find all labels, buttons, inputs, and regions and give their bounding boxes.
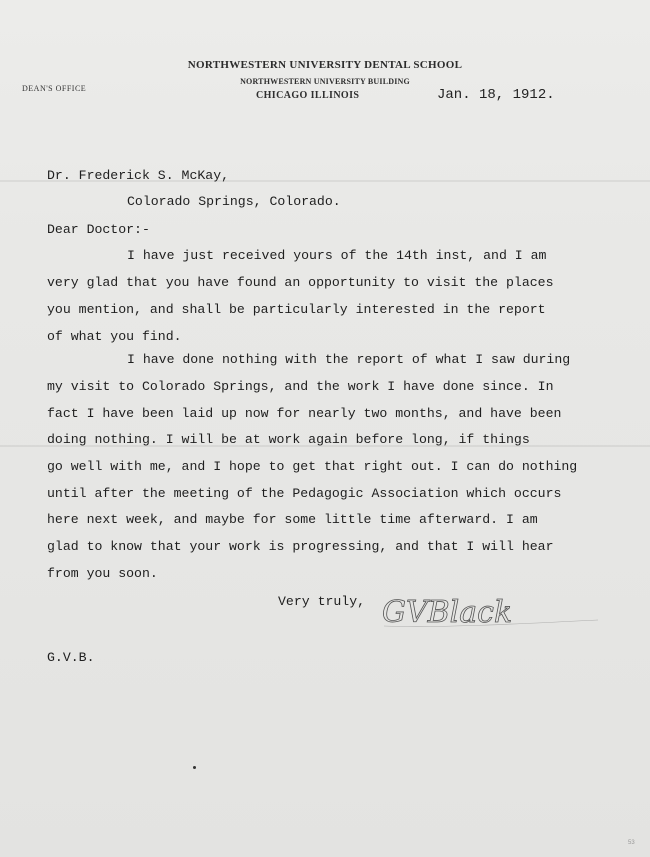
body-line: go well with me, and I hope to get that right out. I can do nothing [47, 459, 578, 474]
body-line: my visit to Colorado Springs, and the work I have done since. In [47, 379, 554, 394]
body-line: from you soon. [47, 566, 158, 581]
body-line: until after the meeting of the Pedagogic Association which occurs [47, 486, 562, 501]
deans-office-label: DEAN'S OFFICE [22, 84, 87, 93]
body-line: I have done nothing with the report of what I saw during [127, 352, 571, 367]
letterhead-school: NORTHWESTERN UNIVERSITY DENTAL SCHOOL [187, 59, 463, 71]
paper-speck [193, 766, 196, 769]
letterhead-city: CHICAGO ILLINOIS [256, 90, 360, 101]
body-line: fact I have been laid up now for nearly two months, and have been [47, 406, 562, 421]
signature-text: GVBlack [382, 595, 513, 630]
letter-date: Jan. 18, 1912. [437, 87, 555, 103]
page-corner-mark: 53 [628, 840, 635, 846]
body-line: doing nothing. I will be at work again before long, if things [47, 432, 530, 447]
closing: Very truly, [278, 594, 366, 609]
handwritten-signature [378, 588, 608, 643]
salutation: Dear Doctor:- [47, 222, 150, 237]
body-line: here next week, and maybe for some little time afterward. I am [47, 512, 538, 527]
body-line: very glad that you have found an opportunity to visit the places [47, 275, 554, 290]
letterhead-building: NORTHWESTERN UNIVERSITY BUILDING [240, 77, 410, 86]
body-line: of what you find. [47, 329, 182, 344]
body-line: glad to know that your work is progressing, and that I will hear [47, 539, 554, 554]
body-line: I have just received yours of the 14th inst, and I am [127, 248, 547, 263]
recipient-name: Dr. Frederick S. McKay, [47, 168, 230, 183]
typist-initials: G.V.B. [47, 650, 95, 665]
body-line: you mention, and shall be particularly interested in the report [47, 302, 546, 317]
recipient-location: Colorado Springs, Colorado. [127, 194, 341, 209]
